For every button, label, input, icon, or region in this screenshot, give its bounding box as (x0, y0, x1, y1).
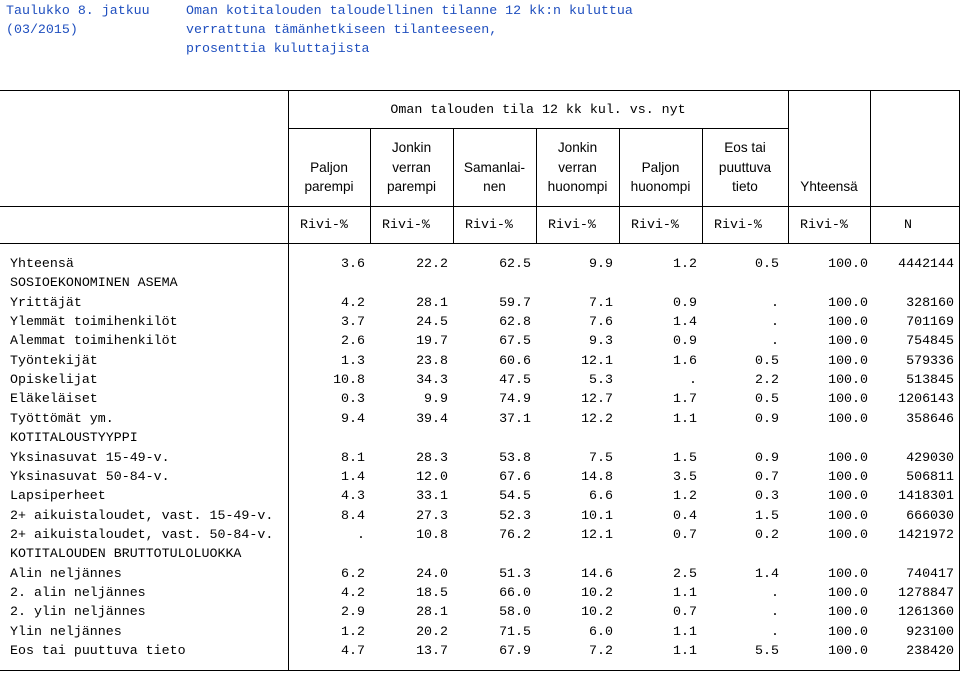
cell-percent: 0.7 (673, 526, 697, 542)
cell-percent: 100.0 (828, 352, 868, 368)
cell-percent: 34.3 (416, 372, 448, 388)
cell-percent: 100.0 (828, 488, 868, 504)
cell-count: 506811 (906, 468, 954, 484)
table-top-border (0, 90, 960, 91)
cell-percent: 0.9 (755, 410, 779, 426)
table-number: Taulukko 8. jatkuu (6, 3, 150, 18)
cell-percent: . (771, 604, 779, 620)
cell-percent: 100.0 (828, 643, 868, 658)
cell-count: 4442144 (898, 256, 954, 271)
row-label: 2. ylin neljännes (10, 604, 146, 620)
cell-percent: 71.5 (499, 623, 531, 639)
cell-percent: 28.1 (416, 604, 448, 620)
column-header-line: Yhteensä (800, 179, 858, 194)
cell-percent: 4.2 (341, 584, 365, 600)
cell-count: 1418301 (898, 488, 954, 504)
cell-percent: 3.7 (341, 314, 365, 330)
row-label: 2+ aikuistaloudet, vast. 50-84-v. (10, 526, 274, 542)
row-label: 2+ aikuistaloudet, vast. 15-49-v. (10, 507, 274, 523)
group-header: Oman talouden tila 12 kk kul. vs. nyt (390, 102, 686, 117)
cell-percent: 2.9 (341, 604, 365, 620)
cell-percent: 100.0 (828, 468, 868, 484)
group-header-rule (288, 128, 788, 129)
cell-percent: 0.2 (755, 526, 779, 542)
column-header-line: huonompi (547, 179, 608, 194)
row-label: Alemmat toimihenkilöt (10, 333, 178, 349)
cell-count: 1278847 (898, 584, 954, 600)
cell-count: 328160 (906, 294, 954, 310)
cell-percent: . (771, 294, 779, 310)
cell-percent: 7.6 (589, 314, 613, 330)
cell-percent: 10.2 (581, 604, 613, 620)
row-label: Lapsiperheet (10, 488, 106, 504)
table-bottom-border (0, 670, 960, 671)
cell-percent: 1.2 (673, 488, 697, 504)
cell-percent: 1.5 (755, 507, 779, 523)
cell-percent: 1.1 (673, 623, 697, 639)
cell-percent: 62.8 (499, 314, 531, 330)
column-header-line: Eos tai (724, 140, 766, 155)
cell-percent: 100.0 (828, 526, 868, 542)
cell-count: 754845 (906, 333, 954, 349)
table-title-line-2: verrattuna tämänhetkiseen tilanteeseen, (186, 22, 498, 37)
col-divider (870, 90, 871, 243)
cell-percent: 5.3 (589, 372, 613, 388)
cell-percent: 39.4 (416, 410, 448, 426)
row-label: Yhteensä (10, 256, 74, 271)
cell-percent: 23.8 (416, 352, 448, 368)
column-header-line: verran (558, 159, 597, 175)
cell-percent: 12.0 (416, 468, 448, 484)
cell-percent: 2.5 (673, 565, 697, 581)
cell-count: 1261360 (898, 604, 954, 620)
row-label: Eos tai puuttuva tieto (10, 643, 186, 658)
cell-percent: 1.1 (673, 584, 697, 600)
unit-header: Rivi-% (548, 217, 596, 232)
cell-percent: 100.0 (828, 604, 868, 620)
row-label: Ylemmät toimihenkilöt (10, 314, 178, 330)
cell-percent: 8.1 (341, 449, 365, 465)
cell-percent: 0.9 (673, 294, 697, 310)
cell-percent: 0.9 (673, 333, 697, 349)
unit-header: Rivi-% (631, 217, 679, 232)
row-label: Opiskelijat (10, 372, 98, 388)
column-header-line: puuttuva (718, 159, 772, 175)
cell-percent: 0.3 (755, 488, 779, 504)
row-label: Eläkeläiset (10, 391, 98, 407)
cell-percent: 0.5 (755, 391, 779, 407)
cell-percent: . (771, 314, 779, 330)
cell-percent: 12.7 (581, 391, 613, 407)
cell-percent: 7.1 (589, 294, 613, 310)
cell-percent: 1.6 (673, 352, 697, 368)
cell-percent: 53.8 (499, 449, 531, 465)
cell-percent: 1.2 (341, 623, 365, 639)
cell-percent: 10.8 (416, 526, 448, 542)
cell-percent: 18.5 (416, 584, 448, 600)
cell-percent: 76.2 (499, 526, 531, 542)
row-label: Yksinasuvat 50-84-v. (10, 468, 170, 484)
cell-percent: 100.0 (828, 584, 868, 600)
cell-percent: 5.5 (755, 643, 779, 658)
cell-percent: 74.9 (499, 391, 531, 407)
cell-percent: 58.0 (499, 604, 531, 620)
cell-percent: 100.0 (828, 623, 868, 639)
cell-percent: 51.3 (499, 565, 531, 581)
cell-percent: 0.7 (755, 468, 779, 484)
row-label: Työttömät ym. (10, 410, 114, 426)
cell-percent: 12.2 (581, 410, 613, 426)
cell-percent: 6.0 (589, 623, 613, 639)
cell-percent: . (771, 584, 779, 600)
cell-percent: 67.6 (499, 468, 531, 484)
cell-count: 740417 (906, 565, 954, 581)
cell-percent: 6.2 (341, 565, 365, 581)
cell-percent: 60.6 (499, 352, 531, 368)
cell-percent: 59.7 (499, 294, 531, 310)
cell-percent: 12.1 (581, 526, 613, 542)
cell-percent: 33.1 (416, 488, 448, 504)
cell-percent: 100.0 (828, 507, 868, 523)
cell-percent: 1.1 (673, 643, 697, 658)
unit-header: Rivi-% (800, 217, 848, 232)
cell-percent: 1.4 (341, 468, 365, 484)
cell-percent: 22.2 (416, 256, 448, 271)
column-header-line: huonompi (630, 179, 691, 194)
cell-percent: 19.7 (416, 333, 448, 349)
column-header-line: verran (392, 159, 431, 175)
cell-percent: 1.1 (673, 410, 697, 426)
cell-count: 666030 (906, 507, 954, 523)
cell-count: 1421972 (898, 526, 954, 542)
cell-percent: 47.5 (499, 372, 531, 388)
cell-percent: 1.7 (673, 391, 697, 407)
cell-percent: 100.0 (828, 333, 868, 349)
cell-percent: 3.6 (341, 256, 365, 271)
cell-percent: 1.4 (673, 314, 697, 330)
cell-count: 1206143 (898, 391, 954, 407)
cell-count: 358646 (906, 410, 954, 426)
column-header-line: Jonkin (557, 140, 598, 155)
cell-percent: 52.3 (499, 507, 531, 523)
cell-percent: 0.4 (673, 507, 697, 523)
column-header-line: Jonkin (391, 140, 432, 155)
cell-percent: 100.0 (828, 256, 868, 271)
cell-percent: 1.4 (755, 565, 779, 581)
cell-percent: 100.0 (828, 294, 868, 310)
unit-header: Rivi-% (714, 217, 762, 232)
column-header-line: parempi (304, 179, 354, 194)
column-header-line: parempi (386, 179, 437, 194)
cell-percent: 9.9 (424, 391, 448, 407)
cell-percent: 100.0 (828, 410, 868, 426)
cell-percent: 9.4 (341, 410, 365, 426)
cell-percent: 67.5 (499, 333, 531, 349)
cell-percent: 0.9 (755, 449, 779, 465)
cell-percent: . (689, 372, 697, 388)
cell-percent: . (771, 333, 779, 349)
cell-percent: 0.5 (755, 352, 779, 368)
cell-percent: 4.7 (341, 643, 365, 658)
row-label: 2. alin neljännes (10, 584, 146, 600)
table-date: (03/2015) (6, 22, 78, 37)
cell-count: 429030 (906, 449, 954, 465)
cell-percent: 12.1 (581, 352, 613, 368)
cell-percent: 9.3 (589, 333, 613, 349)
table-title-line-1: Oman kotitalouden taloudellinen tilanne 12 kk:n kuluttua (186, 3, 633, 18)
cell-percent: 66.0 (499, 584, 531, 600)
unit-header: Rivi-% (300, 217, 348, 232)
cell-count: 513845 (906, 372, 954, 388)
cell-percent: 7.2 (589, 643, 613, 658)
cell-count: 701169 (906, 314, 954, 330)
column-header-line: Paljon (310, 159, 348, 175)
cell-percent: 100.0 (828, 391, 868, 407)
cell-percent: 24.0 (416, 565, 448, 581)
cell-count: 238420 (906, 643, 954, 658)
unit-header: Rivi-% (465, 217, 513, 232)
cell-percent: 4.2 (341, 294, 365, 310)
cell-percent: . (357, 526, 365, 542)
cell-percent: 2.2 (755, 372, 779, 388)
cell-percent: 0.3 (341, 391, 365, 407)
column-header-line: nen (483, 179, 506, 194)
cell-percent: 62.5 (499, 256, 531, 271)
cell-percent: 100.0 (828, 372, 868, 388)
cell-percent: 54.5 (499, 488, 531, 504)
cell-percent: 2.6 (341, 333, 365, 349)
section-label: KOTITALOUDEN BRUTTOTULOLUOKKA (10, 546, 242, 562)
col-divider (788, 90, 789, 243)
cell-count: 923100 (906, 623, 954, 639)
unit-header: Rivi-% (382, 217, 430, 232)
row-label: Työntekijät (10, 352, 98, 368)
cell-percent: 24.5 (416, 314, 448, 330)
cell-percent: 9.9 (589, 256, 613, 271)
unit-header: N (904, 217, 912, 232)
cell-percent: 20.2 (416, 623, 448, 639)
cell-percent: 7.5 (589, 449, 613, 465)
cell-percent: 14.8 (581, 468, 613, 484)
header-rule (0, 206, 960, 207)
cell-percent: 1.5 (673, 449, 697, 465)
cell-percent: 27.3 (416, 507, 448, 523)
cell-percent: 37.1 (499, 410, 531, 426)
table-title-line-3: prosenttia kuluttajista (186, 41, 370, 56)
cell-percent: 100.0 (828, 449, 868, 465)
cell-percent: 6.6 (589, 488, 613, 504)
cell-count: 579336 (906, 352, 954, 368)
cell-percent: 28.1 (416, 294, 448, 310)
cell-percent: 1.2 (673, 256, 697, 271)
cell-percent: 100.0 (828, 565, 868, 581)
cell-percent: 28.3 (416, 449, 448, 465)
cell-percent: 13.7 (416, 643, 448, 658)
cell-percent: 67.9 (499, 643, 531, 658)
cell-percent: 100.0 (828, 314, 868, 330)
cell-percent: 14.6 (581, 565, 613, 581)
section-label: KOTITALOUSTYYPPI (10, 430, 138, 446)
units-rule (0, 243, 960, 244)
column-header-line: tieto (732, 179, 758, 194)
cell-percent: 0.7 (673, 604, 697, 620)
row-label: Yksinasuvat 15-49-v. (10, 449, 170, 465)
row-label: Ylin neljännes (10, 623, 122, 639)
cell-percent: . (771, 623, 779, 639)
cell-percent: 1.3 (341, 352, 365, 368)
section-label: SOSIOEKONOMINEN ASEMA (10, 275, 178, 291)
cell-percent: 0.5 (755, 256, 779, 271)
cell-percent: 3.5 (673, 468, 697, 484)
column-header-line: Paljon (641, 159, 680, 175)
cell-percent: 10.2 (581, 584, 613, 600)
cell-percent: 10.8 (333, 372, 365, 388)
cell-percent: 8.4 (341, 507, 365, 523)
row-label: Yrittäjät (10, 294, 82, 310)
column-header-line: Samanlai- (463, 159, 526, 175)
cell-percent: 10.1 (581, 507, 613, 523)
row-label: Alin neljännes (10, 565, 122, 581)
cell-percent: 4.3 (341, 488, 365, 504)
